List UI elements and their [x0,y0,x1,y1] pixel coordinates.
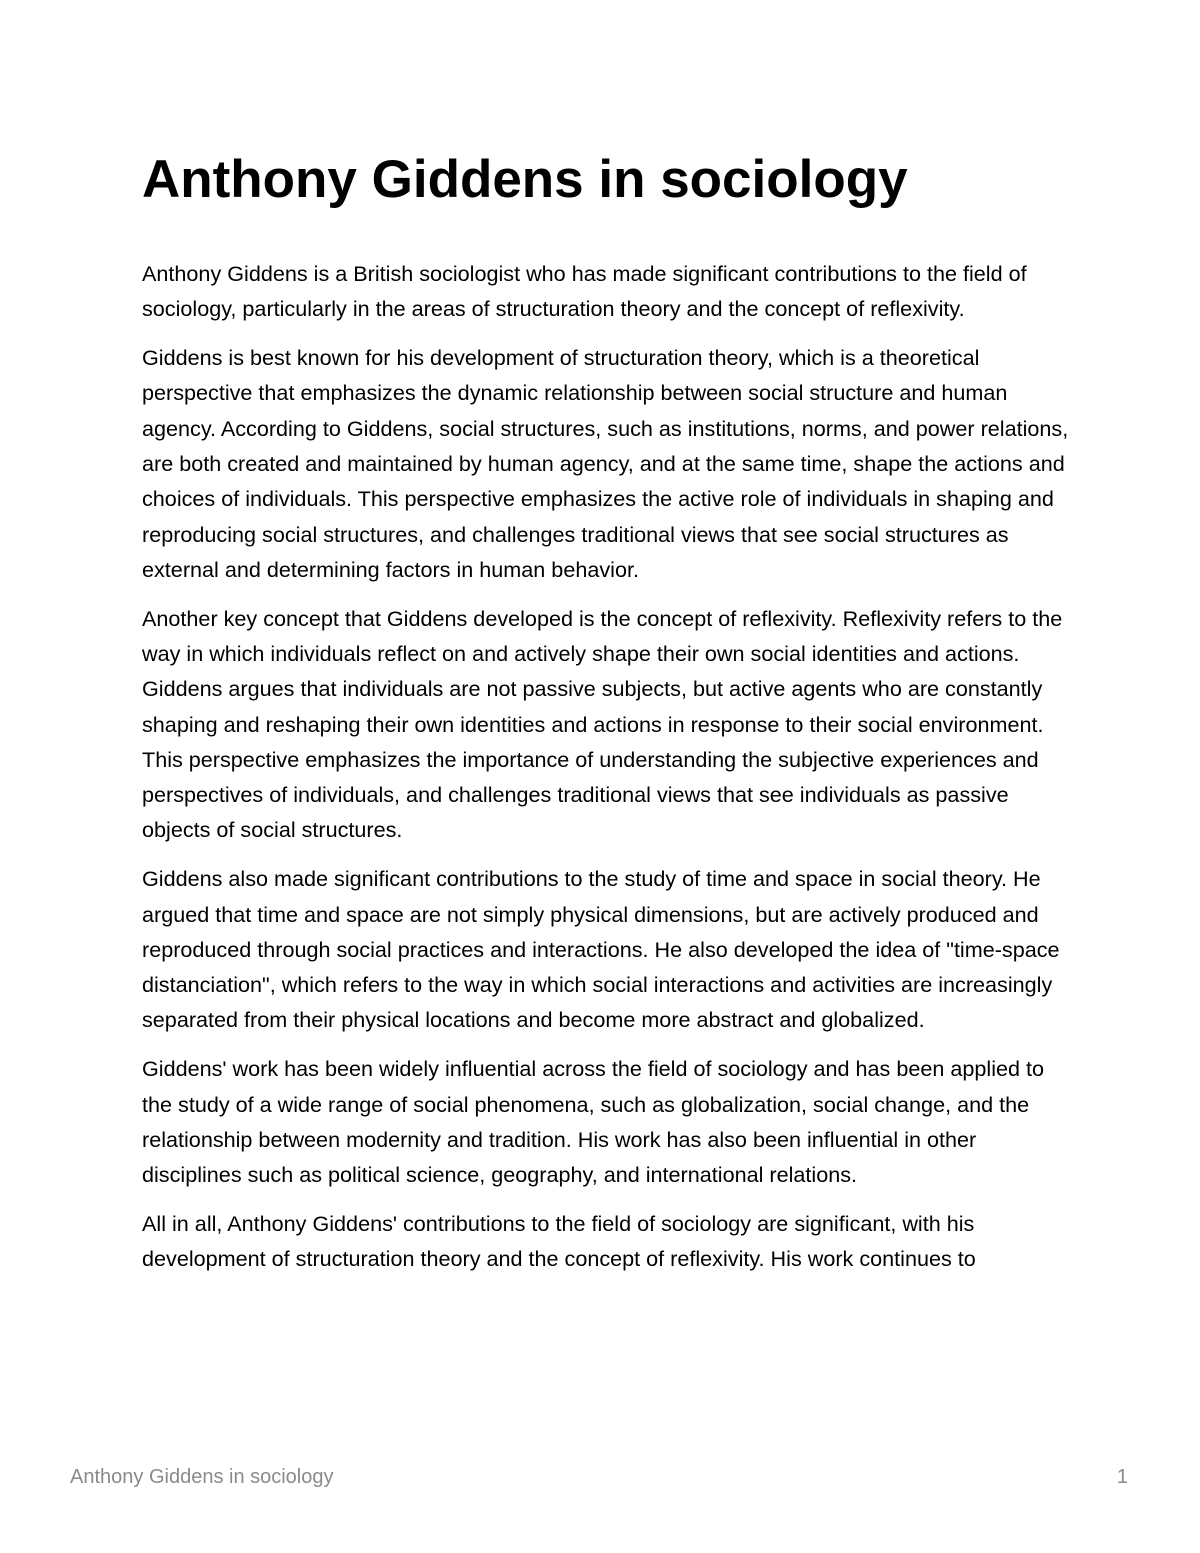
document-content [142,138,1072,1277]
footer-page-number: 1 [1116,1466,1128,1488]
footer-document-title: Anthony Giddens in sociology [70,1466,334,1488]
paragraph-reflexivity: Another key concept that Giddens developed is the concept of reflexivity. Reflexivity refers to the way in which individuals reflect on and actively shape their own social identities and actions. Giddens argues that individuals are not passive subjects, but active agents who are constantly shaping and reshaping their own identities and actions in response to their social environment. This perspective emphasizes the importance of understanding the subjective experiences and perspectives of individuals, and challenges traditional views that see individuals as passive objects of social structures. [142,605,1063,843]
paragraph-time-space: Giddens also made significant contributions to the study of time and space in social theory. He argued that time and space are not simply physical dimensions, but are actively produced and reproduced through social practices and interactions. He also developed the idea of "time-space distanciation", which refers to the way in which social interactions and activities are increasingly separated from their physical locations and become more abstract and globalized. [142,866,1060,1033]
page-title: Anthony Giddens in sociology [142,150,908,209]
paragraph-structuration-theory: Giddens is best known for his development of structuration theory, which is a theoretical perspective that emphasizes the dynamic relationship between social structure and human agency. According to Giddens, social structures, such as institutions, norms, and power relations, are both created and maintained by human agency, and at the same time, shape the actions and choices of individuals. This perspective emphasizes the active role of individuals in shaping and reproducing social structures, and challenges traditional views that see social structures as external and determining factors in human behavior. [142,345,1069,582]
paragraph-influence: Giddens' work has been widely influential across the field of sociology and has been applied to the study of a wide range of social phenomena, such as globalization, social change, and the relationship between modernity and tradition. His work has also been influential in other disciplines such as political science, geography, and international relations. [142,1056,1045,1188]
paragraph-conclusion: All in all, Anthony Giddens' contributions to the field of sociology are significant, with his development of structuration theory and the concept of reflexivity. His work continues to [142,1210,976,1272]
paragraph-intro: Anthony Giddens is a British sociologist who has made significant contributions to the field of sociology, particularly in the areas of structuration theory and the concept of reflexivity. [142,261,1027,322]
